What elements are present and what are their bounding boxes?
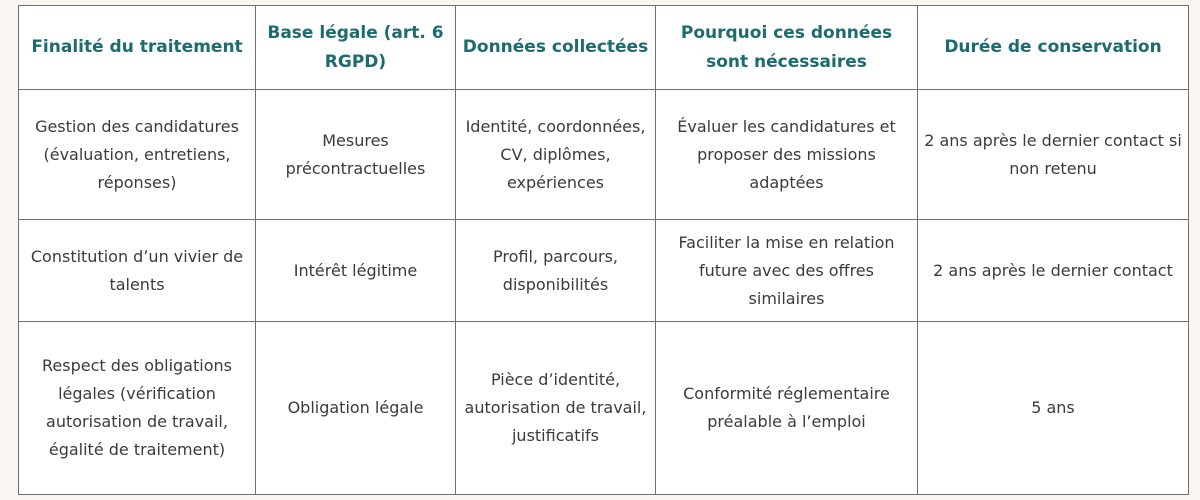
cell-necessity: Faciliter la mise en relation future avec des offres similaires — [656, 220, 918, 322]
cell-retention: 2 ans après le dernier contact si non retenu — [918, 90, 1189, 220]
cell-retention: 5 ans — [918, 322, 1189, 495]
cell-legal-basis: Intérêt légitime — [256, 220, 456, 322]
gdpr-processing-table-container — [18, 5, 1188, 495]
cell-purpose: Respect des obligations légales (vérification autorisation de travail, égalité de traitement) — [19, 322, 256, 495]
header-purpose: Finalité du traitement — [19, 6, 256, 90]
cell-necessity: Évaluer les candidatures et proposer des missions adaptées — [656, 90, 918, 220]
header-legal-basis: Base légale (art. 6 RGPD) — [256, 6, 456, 90]
cell-purpose: Constitution d’un vivier de talents — [19, 220, 256, 322]
cell-legal-basis: Obligation légale — [256, 322, 456, 495]
table-row — [19, 220, 1189, 322]
table-row — [19, 322, 1189, 495]
cell-data-collected: Identité, coordonnées, CV, diplômes, expériences — [456, 90, 656, 220]
cell-purpose: Gestion des candidatures (évaluation, entretiens, réponses) — [19, 90, 256, 220]
cell-data-collected: Profil, parcours, disponibilités — [456, 220, 656, 322]
gdpr-processing-table — [18, 5, 1189, 495]
cell-necessity: Conformité réglementaire préalable à l’emploi — [656, 322, 918, 495]
header-necessity: Pourquoi ces données sont nécessaires — [656, 6, 918, 90]
header-retention: Durée de conservation — [918, 6, 1189, 90]
table-row — [19, 90, 1189, 220]
cell-retention: 2 ans après le dernier contact — [918, 220, 1189, 322]
cell-data-collected: Pièce d’identité, autorisation de travail, justificatifs — [456, 322, 656, 495]
cell-legal-basis: Mesures précontractuelles — [256, 90, 456, 220]
header-data-collected: Données collectées — [456, 6, 656, 90]
header-row — [19, 6, 1189, 90]
